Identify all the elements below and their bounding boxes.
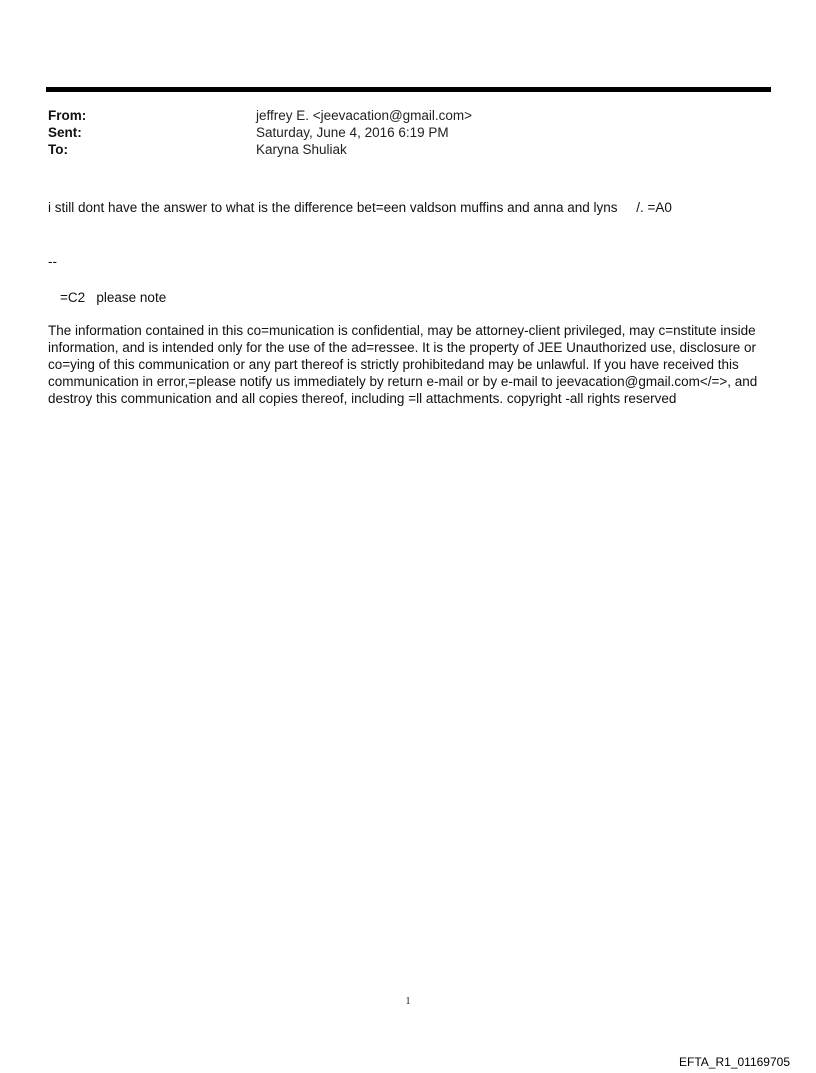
email-body-line: i still dont have the answer to what is the difference bet=een valdson muffins and anna and lyns /. =A0 xyxy=(48,200,672,215)
confidentiality-disclaimer xyxy=(48,322,773,407)
sent-label: Sent: xyxy=(48,125,82,140)
from-label: From: xyxy=(48,108,87,123)
from-row xyxy=(48,107,748,124)
to-row xyxy=(48,141,748,158)
header-divider xyxy=(46,87,771,92)
document-id: EFTA_R1_01169705 xyxy=(679,1055,790,1069)
sent-row xyxy=(48,124,748,141)
signature-separator: -- xyxy=(48,254,57,269)
disclaimer-line: communication in error,=please notify us immediately by return e-mail or by e-mail to jeevacation@gmail.com</=>, and xyxy=(48,374,758,389)
disclaimer-line: information, and is intended only for the use of the ad=ressee. It is the property of JEE Unauthorized use, disclosure or xyxy=(48,340,757,355)
page-number: 1 xyxy=(405,996,411,1007)
disclaimer-line: co=ying of this communication or any part thereof is strictly prohibitedand may be unlawful. If you have received this xyxy=(48,357,739,372)
to-value: Karyna Shuliak xyxy=(256,142,347,157)
note-line: =C2 please note xyxy=(60,290,167,305)
email-header xyxy=(48,107,748,158)
sent-value: Saturday, June 4, 2016 6:19 PM xyxy=(256,125,449,140)
to-label: To: xyxy=(48,142,68,157)
disclaimer-line: The information contained in this co=munication is confidential, may be attorney-client privileged, may c=nstitute inside xyxy=(48,323,756,338)
disclaimer-line: destroy this communication and all copies thereof, including =ll attachments. copyright -all rights reserved xyxy=(48,391,677,406)
from-value: jeffrey E. <jeevacation@gmail.com> xyxy=(256,108,473,123)
